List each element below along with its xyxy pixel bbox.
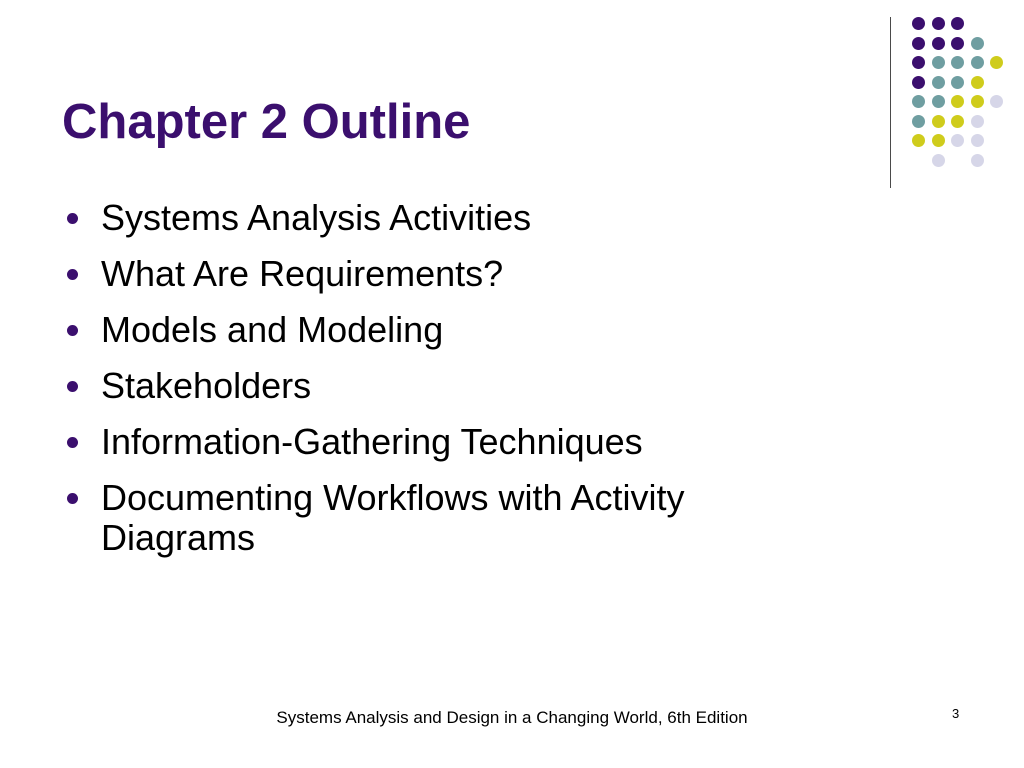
bullet-dot-icon <box>67 325 78 336</box>
decorative-dot <box>932 76 945 89</box>
bullet-dot-icon <box>67 493 78 504</box>
decorative-dot <box>932 37 945 50</box>
bullet-dot-icon <box>67 381 78 392</box>
bullet-text: Stakeholders <box>101 365 312 406</box>
decorative-dot <box>932 95 945 108</box>
bullet-dot-icon <box>67 437 78 448</box>
bullet-text: Systems Analysis Activities <box>101 197 532 238</box>
decorative-dot <box>990 95 1003 108</box>
page-number: 3 <box>952 706 960 721</box>
bullet-dot-icon <box>67 213 78 224</box>
bullet-text: What Are Requirements? <box>101 253 504 294</box>
decorative-dot <box>912 115 925 128</box>
decorative-dot <box>912 17 925 30</box>
decorative-dot <box>932 134 945 147</box>
decorative-dot <box>990 56 1003 69</box>
decorative-dot <box>971 56 984 69</box>
decorative-dot <box>951 115 964 128</box>
decorative-dot <box>971 37 984 50</box>
bullet-item <box>64 422 824 462</box>
decorative-dot <box>932 154 945 167</box>
decorative-dot <box>971 115 984 128</box>
slide-footer: Systems Analysis and Design in a Changing World, 6th Edition <box>276 708 748 727</box>
decorative-dot <box>951 76 964 89</box>
bullet-item <box>64 254 824 294</box>
decorative-dot <box>912 56 925 69</box>
decorative-dot <box>951 95 964 108</box>
decorative-dot <box>912 37 925 50</box>
vertical-divider <box>890 17 891 188</box>
decorative-dot <box>971 95 984 108</box>
decorative-dot <box>912 95 925 108</box>
bullet-list <box>64 198 824 574</box>
decorative-dot <box>932 56 945 69</box>
bullet-item <box>64 478 824 558</box>
decorative-dot <box>912 76 925 89</box>
slide-title: Chapter 2 Outline <box>62 95 471 149</box>
decorative-dot <box>932 17 945 30</box>
decorative-dot <box>971 134 984 147</box>
decorative-dot <box>951 17 964 30</box>
bullet-dot-icon <box>67 269 78 280</box>
decorative-dot <box>951 134 964 147</box>
bullet-text: Models and Modeling <box>101 309 444 350</box>
decorative-dot <box>951 37 964 50</box>
decorative-dot <box>932 115 945 128</box>
bullet-item <box>64 198 824 238</box>
decorative-dot <box>912 134 925 147</box>
decorative-dot <box>951 56 964 69</box>
bullet-text: Documenting Workflows with Activity Diagrams <box>101 477 685 558</box>
bullet-item <box>64 366 824 406</box>
decorative-dot <box>971 154 984 167</box>
decorative-dot <box>971 76 984 89</box>
bullet-item <box>64 310 824 350</box>
bullet-text: Information-Gathering Techniques <box>101 421 643 462</box>
